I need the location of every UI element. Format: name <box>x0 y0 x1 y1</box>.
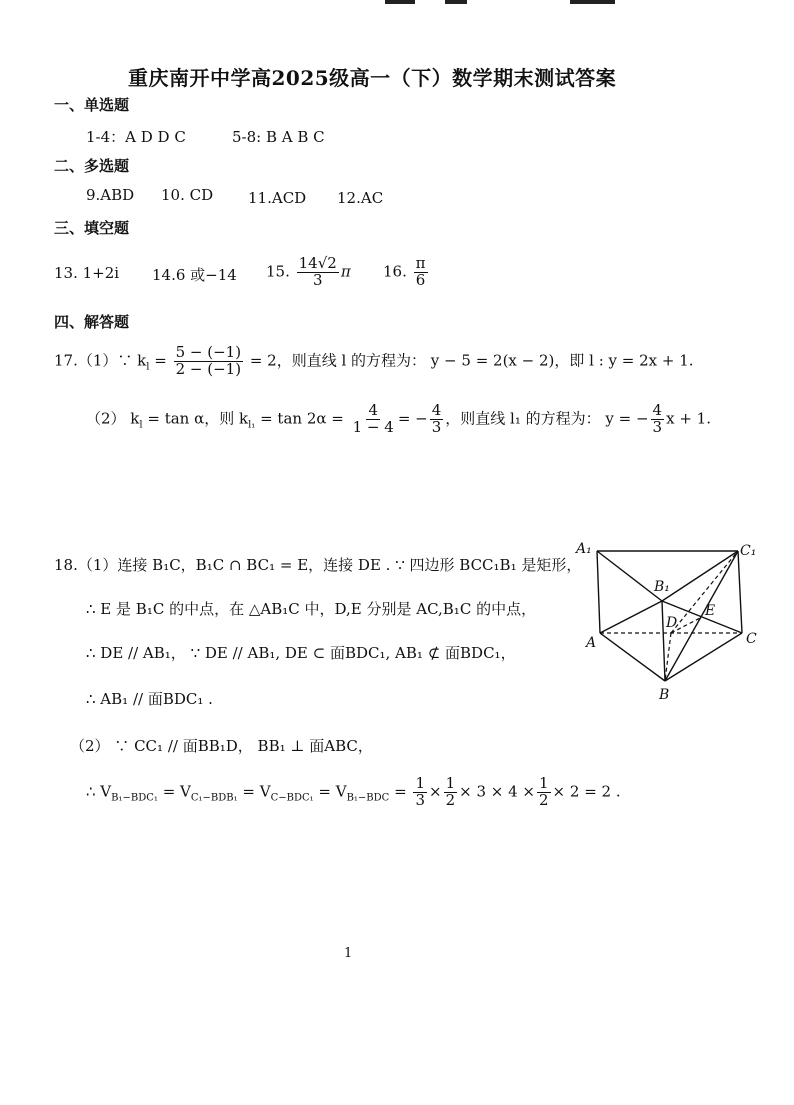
edge-AB <box>600 633 665 681</box>
q17-p2-d: ，则直线 l₁ 的方程为： y = − <box>445 409 649 428</box>
segment-DB-hidden <box>665 633 671 681</box>
q17-frac2-den: 3 <box>431 417 442 436</box>
q17-p1-eq: = <box>149 351 172 370</box>
q15-label: 15. <box>266 262 290 281</box>
page-title: 重庆南开中学高2025级高一（下）数学期末测试答案 <box>128 66 617 90</box>
top-crop-mark <box>385 0 415 4</box>
q17-p2-sub: l <box>139 419 143 431</box>
q17-p2-sub2: l₁ <box>248 419 256 431</box>
q17-frac2-num: 4 <box>431 401 442 419</box>
q18-l6b: = V <box>157 782 191 801</box>
q17-p2-a: = tan α，则 k <box>142 409 249 428</box>
q17-part2 <box>86 403 711 436</box>
q18-l6d: = V <box>313 782 347 801</box>
answer-q14: 14.6 或−14 <box>152 266 237 284</box>
q18-frac3-den: 2 <box>539 790 549 809</box>
q17-frac3-den: 3 <box>652 417 663 436</box>
section-single-choice: 一、单选题 <box>54 96 130 114</box>
edge-A1B1 <box>597 551 662 601</box>
single-choice-5-8: 5-8: B A B C <box>232 128 325 146</box>
q18-l6c: = V <box>237 782 271 801</box>
edge-C1C <box>738 551 742 633</box>
q17-p1-sub: l <box>146 361 150 373</box>
q16-denominator: 6 <box>415 270 426 289</box>
label-E: E <box>705 603 716 619</box>
answer-q16 <box>383 256 430 289</box>
label-D: D <box>666 615 678 631</box>
answer-q11: 11.ACD <box>248 189 307 207</box>
answer-q12: 12.AC <box>337 189 384 207</box>
q18-frac2-num: 1 <box>445 774 456 792</box>
q18-l6f: × <box>429 782 442 801</box>
q18-l6s3: C−BDC₁ <box>270 792 314 804</box>
q15-fraction <box>297 256 339 289</box>
segment-DC1-hidden <box>671 551 738 633</box>
q16-fraction <box>414 256 428 289</box>
q15-denominator: 3 <box>312 270 323 289</box>
top-crop-mark <box>570 0 615 4</box>
q15-suffix: π <box>340 262 351 281</box>
q17-frac1-den: 1 − 4 <box>352 417 394 436</box>
section-solutions: 四、解答题 <box>54 313 130 331</box>
single-choice-1-4: 1-4：A D D C <box>86 128 186 146</box>
q18-line6 <box>86 776 621 809</box>
answer-q9: 9.ABD <box>86 186 135 204</box>
section-multi-choice: 二、多选题 <box>54 157 130 175</box>
label-B: B <box>659 687 670 703</box>
q17-part1 <box>54 345 694 378</box>
q18-l6e: = <box>389 782 407 801</box>
edge-B1C1 <box>662 551 738 601</box>
answer-q10: 10. CD <box>161 186 214 204</box>
q18-frac1-num: 1 <box>415 774 425 792</box>
q18-frac1 <box>413 776 427 809</box>
q18-l6g: × 3 × 4 × <box>459 782 535 801</box>
q18-frac2 <box>444 776 458 809</box>
q17-p2-label: （2） k <box>86 409 140 428</box>
q17-frac3-num: 4 <box>652 401 663 419</box>
edge-BC <box>665 633 742 681</box>
q17-frac3 <box>651 403 665 436</box>
q18-frac3 <box>537 776 551 809</box>
prism-figure <box>570 535 770 710</box>
label-A1: A₁ <box>576 541 592 557</box>
label-A: A <box>586 635 597 651</box>
q18-l6s1: B₁−BDC₁ <box>111 792 158 804</box>
q17-frac1 <box>351 403 396 436</box>
q17-slope-fraction <box>174 345 243 378</box>
page-number: 1 <box>344 946 353 961</box>
q17-p1-rest: = 2，则直线 l 的方程为： y − 5 = 2(x − 2)，即 l : y = 2x + 1. <box>249 351 694 370</box>
segment-AB1 <box>600 601 662 633</box>
q16-numerator: π <box>415 254 426 272</box>
q18-frac3-num: 1 <box>539 774 549 792</box>
section-fill-blank: 三、填空题 <box>54 219 130 237</box>
q18-l6h: × 2 = 2 . <box>552 782 621 801</box>
q18-l6a: ∴ V <box>86 782 112 801</box>
q17-p2-e: x + 1. <box>666 409 711 428</box>
q16-label: 16. <box>383 262 407 281</box>
answer-q15 <box>266 256 351 289</box>
q17-slope-num: 5 − (−1) <box>175 343 242 361</box>
q17-p1-label: 17.（1）∵ k <box>54 351 147 370</box>
q18-frac2-den: 2 <box>445 790 456 809</box>
q18-frac1-den: 3 <box>415 790 425 809</box>
answer-q13: 13. 1+2i <box>54 264 120 282</box>
q15-numerator: 14√2 <box>298 254 337 272</box>
q17-slope-den: 2 − (−1) <box>175 359 242 378</box>
label-C: C <box>746 631 757 647</box>
q18-line3: ∴ DE // AB₁， ∵ DE // AB₁, DE ⊂ 面BDC₁, AB₁ ⊄ 面BDC₁， <box>86 644 516 662</box>
q18-line4: ∴ AB₁ // 面BDC₁ . <box>86 690 213 708</box>
top-crop-mark <box>445 0 467 4</box>
q18-l6s2: C₁−BDB₁ <box>190 792 238 804</box>
edge-B1B <box>662 601 665 681</box>
q17-p2-b: = tan 2α = <box>255 409 344 428</box>
q17-frac1-num: 4 <box>368 401 378 419</box>
label-C1: C₁ <box>740 543 757 559</box>
q18-line1: 18.（1）连接 B₁C，B₁C ∩ BC₁ = E，连接 DE . ∵ 四边形 BCC₁B₁ 是矩形， <box>54 556 582 574</box>
q17-frac2 <box>430 403 444 436</box>
q18-l6s4: B₁−BDC <box>346 792 390 804</box>
label-B1: B₁ <box>654 579 670 595</box>
q17-p2-c: = − <box>397 409 428 428</box>
edge-A1A <box>597 551 600 633</box>
q18-line2: ∴ E 是 B₁C 的中点，在 △AB₁C 中，D,E 分别是 AC,B₁C 的中点， <box>86 600 537 618</box>
q18-line5: （2） ∵ CC₁ // 面BB₁D， BB₁ ⊥ 面ABC， <box>70 737 373 755</box>
